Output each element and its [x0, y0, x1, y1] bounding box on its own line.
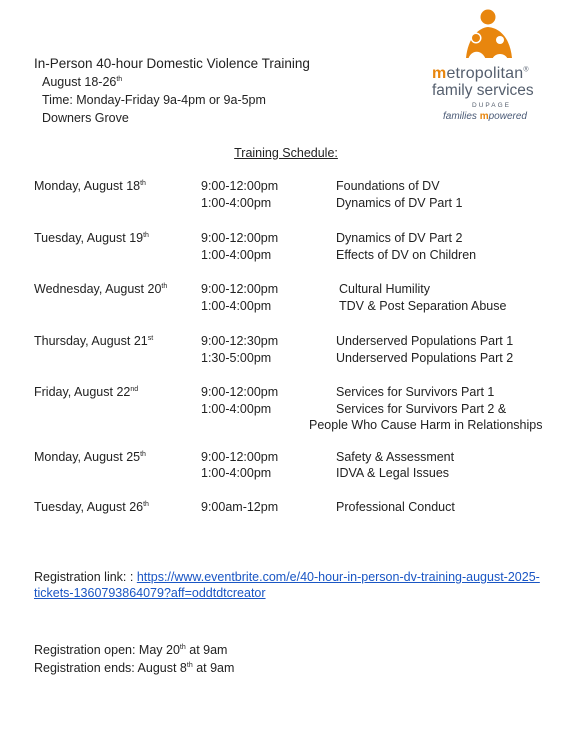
session-time: 9:00-12:00pm — [201, 282, 279, 296]
session-topic: Effects of DV on Children — [336, 248, 477, 262]
logo-wordmark-family-services: family services — [432, 82, 534, 99]
session-topic: Foundations of DV — [336, 179, 440, 193]
logo-tagline: families mpowered — [443, 111, 527, 122]
training-dates: August 18-26th — [42, 75, 123, 89]
session-topic: Professional Conduct — [336, 500, 455, 514]
session-topic: IDVA & Legal Issues — [336, 466, 450, 480]
day-label: Monday, August 18th — [34, 179, 146, 193]
session-time: 9:00-12:00pm — [201, 179, 279, 193]
session-time: 9:00-12:00pm — [201, 450, 279, 464]
registration-link-row — [34, 570, 540, 584]
registration-link-row-2 — [34, 586, 266, 600]
session-time: 9:00-12:00pm — [201, 385, 279, 399]
session-topic: Safety & Assessment — [336, 450, 455, 464]
session-time: 1:00-4:00pm — [201, 299, 272, 313]
session-time: 9:00am-12pm — [201, 500, 279, 514]
document-title: In-Person 40-hour Domestic Violence Training — [34, 56, 310, 71]
session-topic: Services for Survivors Part 2 & — [336, 402, 507, 416]
day-label: Monday, August 25th — [34, 450, 146, 464]
training-location: Downers Grove — [42, 111, 129, 125]
session-topic: Underserved Populations Part 2 — [336, 351, 514, 365]
session-topic: TDV & Post Separation Abuse — [339, 299, 507, 313]
day-label: Friday, August 22nd — [34, 385, 139, 399]
training-time: Time: Monday-Friday 9a-4pm or 9a-5pm — [42, 93, 266, 107]
session-topic-continuation: People Who Cause Harm in Relationships — [309, 418, 543, 432]
session-topic: Dynamics of DV Part 1 — [336, 196, 463, 210]
session-time: 1:30-5:00pm — [201, 351, 272, 365]
schedule-heading: Training Schedule: — [234, 146, 338, 160]
registration-link[interactable]: https://www.eventbrite.com/e/40-hour-in-person-dv-training-august-2025- — [136, 570, 540, 584]
registration-link-continued[interactable]: tickets-1360793864079?aff=oddtdtcreator — [34, 586, 266, 600]
day-label: Tuesday, August 26th — [34, 500, 149, 514]
family-figures-icon — [432, 8, 544, 64]
session-topic: Cultural Humility — [339, 282, 430, 296]
session-time: 9:00-12:00pm — [201, 231, 279, 245]
registration-ends: Registration ends: August 8th at 9am — [34, 661, 235, 675]
session-topic: Dynamics of DV Part 2 — [336, 231, 463, 245]
session-time: 1:00-4:00pm — [201, 248, 272, 262]
day-label: Tuesday, August 19th — [34, 231, 149, 245]
logo-wordmark-metropolitan: metropolitan® — [432, 65, 529, 82]
day-label: Wednesday, August 20th — [34, 282, 168, 296]
session-topic: Underserved Populations Part 1 — [336, 334, 514, 348]
mfs-logo — [432, 8, 544, 128]
session-topic: Services for Survivors Part 1 — [336, 385, 495, 399]
registration-link-label: Registration link: : — [34, 570, 134, 584]
logo-wordmark-dupage: DUPAGE — [472, 102, 511, 109]
session-time: 1:00-4:00pm — [201, 402, 272, 416]
session-time: 1:00-4:00pm — [201, 196, 272, 210]
registration-open: Registration open: May 20th at 9am — [34, 643, 228, 657]
session-time: 9:00-12:30pm — [201, 334, 279, 348]
day-label: Thursday, August 21st — [34, 334, 154, 348]
session-time: 1:00-4:00pm — [201, 466, 272, 480]
